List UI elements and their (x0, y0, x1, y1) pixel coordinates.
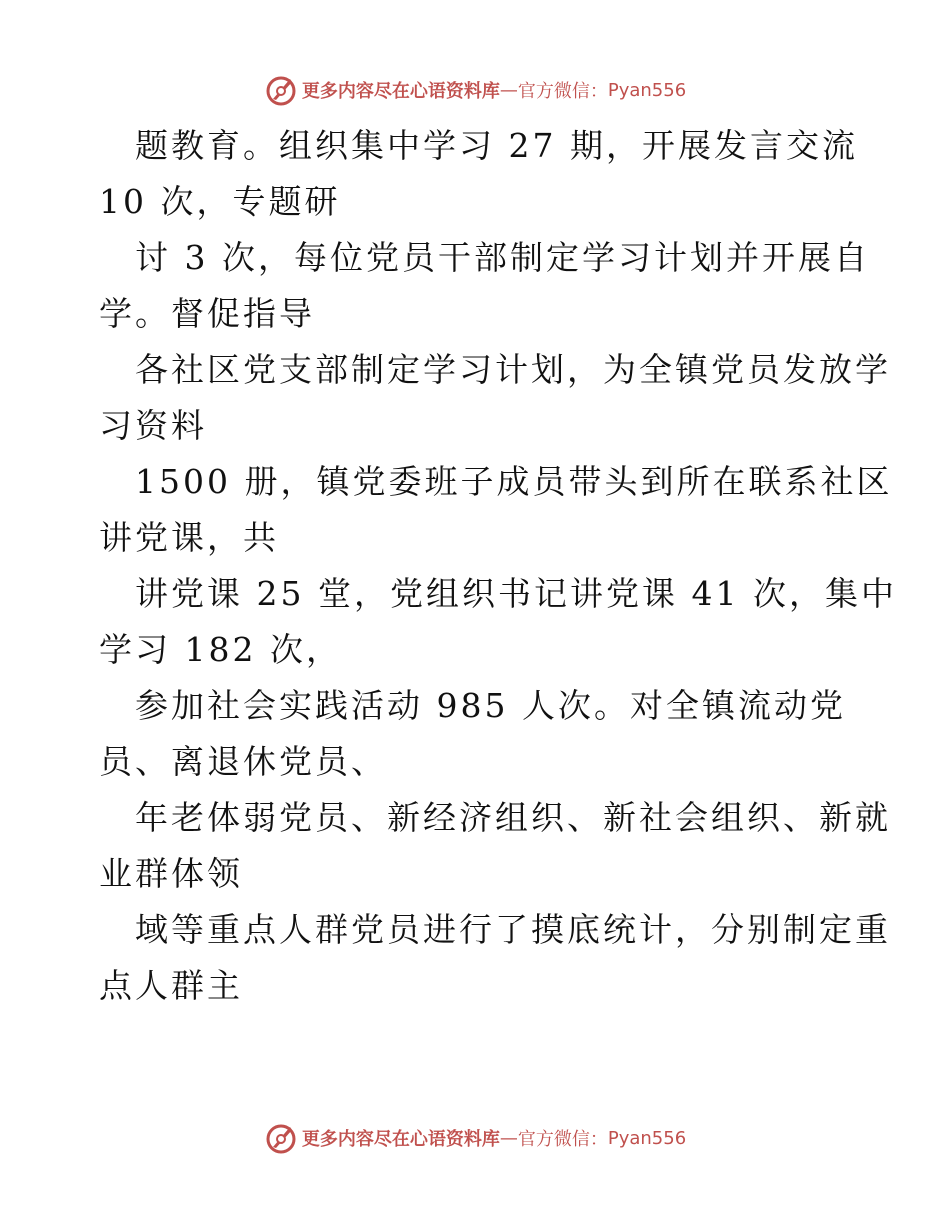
banner-wechat-id: Pyan556 (607, 79, 687, 101)
header-banner (0, 70, 950, 110)
document-body (99, 118, 897, 1014)
body-line: 年老体弱党员、新经济组织、新社会组织、新就 (135, 798, 891, 837)
body-line: 学。督促指导 (99, 294, 315, 333)
body-line: 业群体领 (99, 854, 243, 893)
body-line: 员、离退休党员、 (99, 742, 387, 781)
body-line: 1500 册，镇党委班子成员带头到所在联系社区 (135, 462, 893, 501)
body-line: 参加社会实践活动 985 人次。对全镇流动党 (135, 686, 846, 725)
body-line: 10 次，专题研 (99, 182, 341, 221)
banner-separator: — (499, 79, 518, 101)
quill-pen-circle-icon (264, 1121, 298, 1155)
body-line: 讨 3 次，每位党员干部制定学习计划并开展自 (135, 238, 870, 277)
footer-banner (0, 1118, 950, 1158)
body-line: 点人群主 (99, 966, 243, 1005)
quill-pen-circle-icon (264, 73, 298, 107)
body-line: 域等重点人群党员进行了摸底统计，分别制定重 (135, 910, 891, 949)
body-line: 各社区党支部制定学习计划，为全镇党员发放学 (135, 350, 891, 389)
banner-separator: — (499, 1127, 518, 1149)
banner-wechat-label: 官方微信： (517, 1129, 608, 1150)
body-line: 习资料 (99, 406, 207, 445)
body-line: 讲党课 25 堂，党组织书记讲党课 41 次，集中 (135, 574, 897, 613)
banner-site-text: 更多内容尽在心语资料库 (301, 81, 500, 102)
banner-wechat-label: 官方微信： (517, 81, 608, 102)
banner-site-text: 更多内容尽在心语资料库 (301, 1129, 500, 1150)
body-line: 学习 182 次， (99, 630, 342, 669)
body-line: 题教育。组织集中学习 27 期，开展发言交流 (135, 126, 858, 165)
body-line: 讲党课，共 (99, 518, 279, 557)
banner-wechat-id: Pyan556 (607, 1127, 687, 1149)
